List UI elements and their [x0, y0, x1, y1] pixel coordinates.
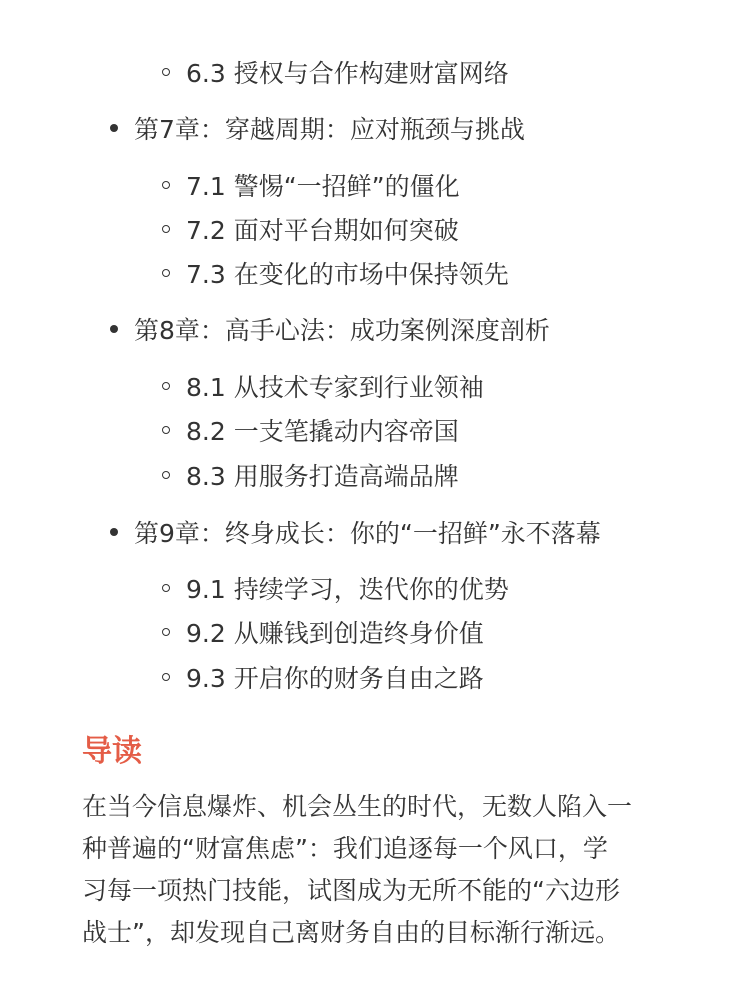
toc-section-9-2: [162, 612, 484, 652]
toc-section-label: 7.1 警惕“一招鲜”的僵化: [186, 172, 460, 201]
toc-section-label: 7.2 面对平台期如何突破: [186, 216, 459, 245]
toc-section-9-3: [162, 657, 484, 697]
disc-bullet-icon: [110, 528, 118, 536]
toc-section-label: 9.1 持续学习，迭代你的优势: [186, 575, 509, 604]
toc-section-7-1: [162, 165, 460, 205]
circle-bullet-icon: [162, 382, 170, 390]
circle-bullet-icon: [162, 225, 170, 233]
disc-bullet-icon: [110, 124, 118, 132]
intro-heading: 导读: [82, 734, 142, 769]
toc-section-8-2: [162, 410, 459, 450]
intro-paragraph: [82, 786, 672, 954]
circle-bullet-icon: [162, 68, 170, 76]
intro-line: 习每一项热门技能，试图成为无所不能的“六边形: [82, 876, 620, 905]
toc-section-label: 6.3 授权与合作构建财富网络: [186, 59, 509, 88]
intro-line: 战士”，却发现自己离财务自由的目标渐行渐远。: [82, 918, 620, 947]
toc-chapter-label: 第7章：穿越周期：应对瓶颈与挑战: [134, 115, 525, 144]
toc-section-label: 8.2 一支笔撬动内容帝国: [186, 417, 459, 446]
circle-bullet-icon: [162, 426, 170, 434]
toc-chapter-label: 第9章：终身成长：你的“一招鲜”永不落幕: [134, 519, 601, 548]
toc-section-9-1: [162, 568, 509, 608]
toc-section-label: 9.2 从赚钱到创造终身价值: [186, 619, 484, 648]
intro-line: 在当今信息爆炸、机会丛生的时代，无数人陷入一: [82, 792, 633, 821]
toc-section-label: 7.3 在变化的市场中保持领先: [186, 260, 509, 289]
toc-chapter-label: 第8章：高手心法：成功案例深度剖析: [134, 316, 550, 345]
toc-chapter-8: [110, 309, 550, 349]
circle-bullet-icon: [162, 628, 170, 636]
toc-chapter-7: [110, 108, 525, 148]
circle-bullet-icon: [162, 181, 170, 189]
disc-bullet-icon: [110, 325, 118, 333]
toc-section-7-2: [162, 209, 459, 249]
toc-section-8-1: [162, 366, 484, 406]
toc-section-label: 8.1 从技术专家到行业领袖: [186, 373, 484, 402]
toc-section-6-3: [162, 52, 509, 92]
toc-section-label: 9.3 开启你的财务自由之路: [186, 664, 484, 693]
circle-bullet-icon: [162, 673, 170, 681]
circle-bullet-icon: [162, 269, 170, 277]
circle-bullet-icon: [162, 584, 170, 592]
intro-line: 种普遍的“财富焦虑”：我们追逐每一个风口，学: [82, 834, 608, 863]
circle-bullet-icon: [162, 471, 170, 479]
toc-section-label: 8.3 用服务打造高端品牌: [186, 462, 459, 491]
toc-section-7-3: [162, 253, 509, 293]
toc-section-8-3: [162, 455, 459, 495]
toc-chapter-9: [110, 512, 601, 552]
